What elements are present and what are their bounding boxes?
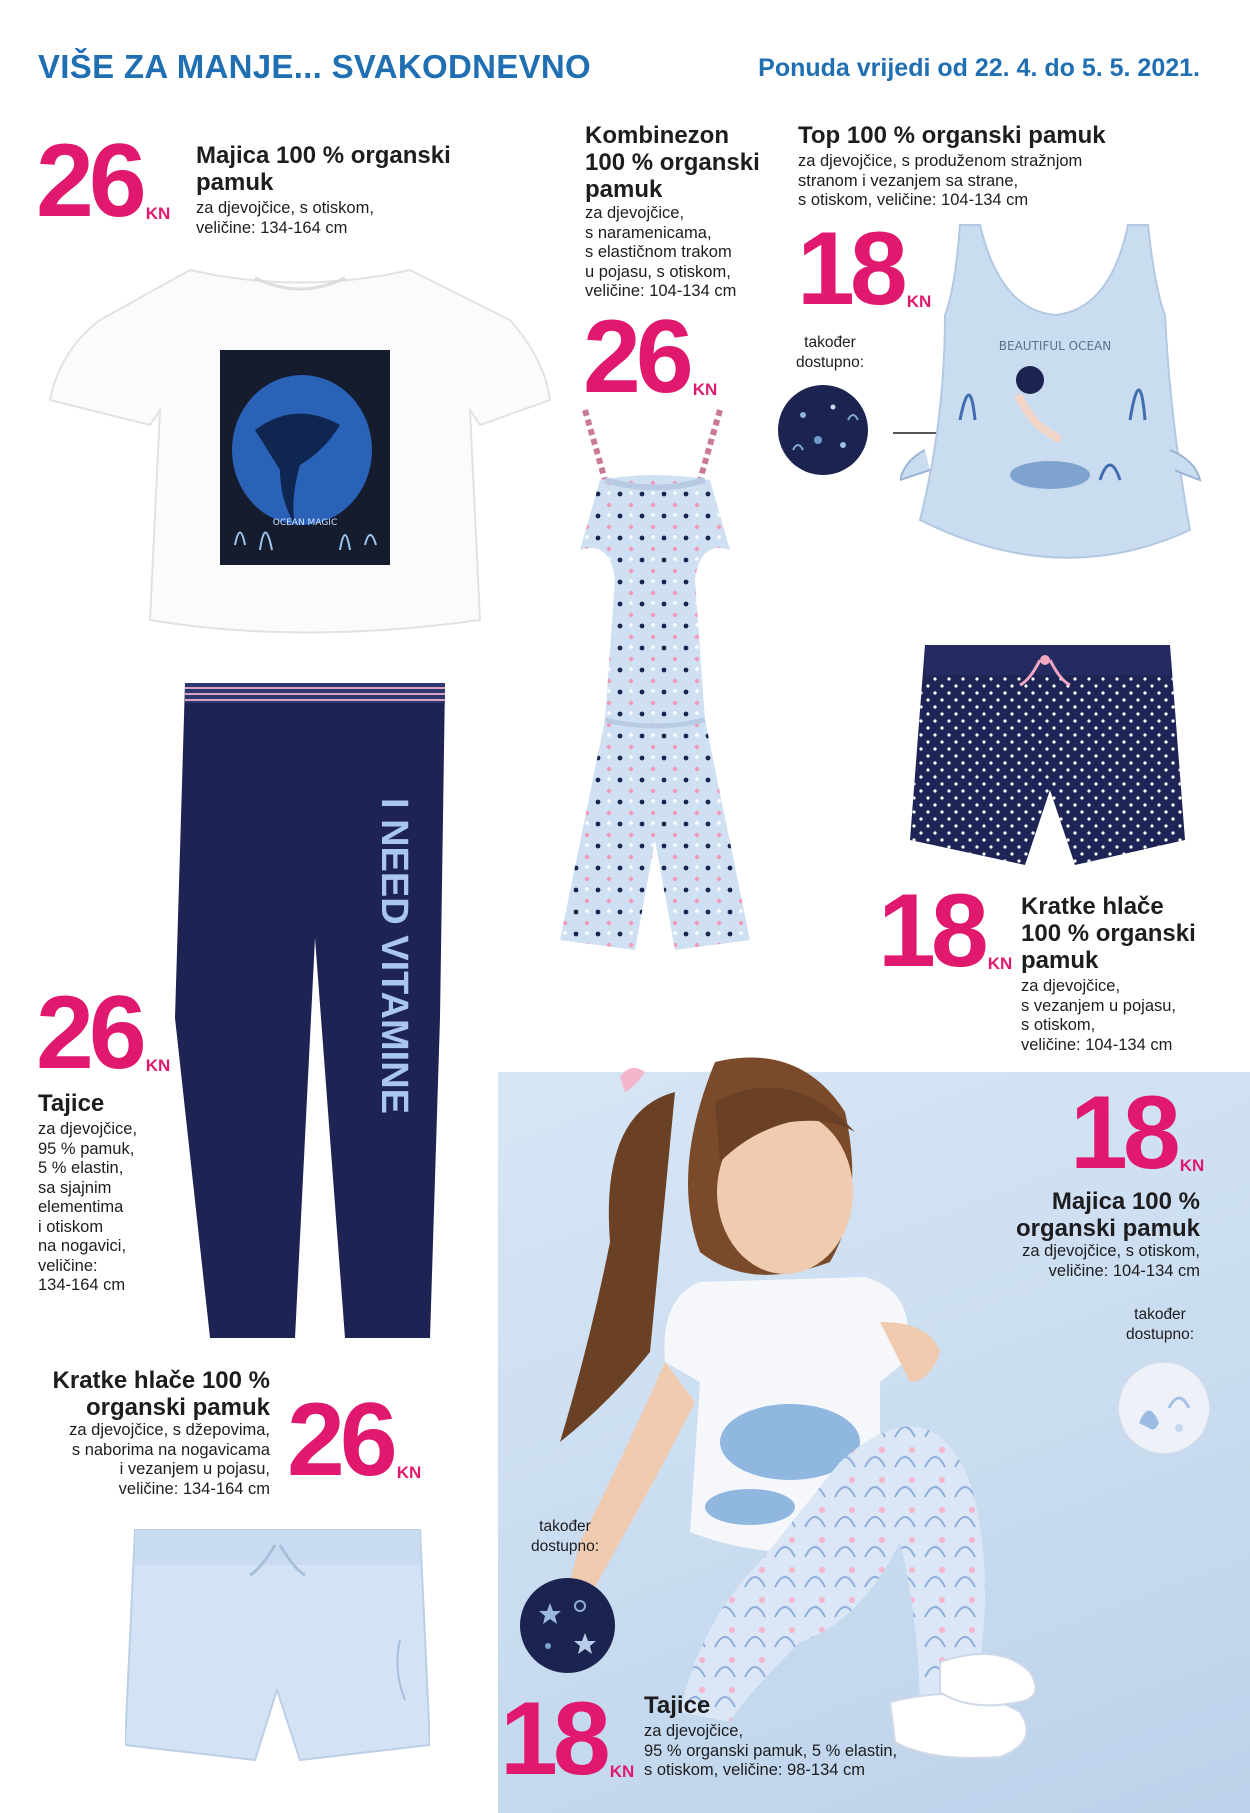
price-majica-top: 26 KN [36,123,171,239]
also-available-majica-photo: također dostupno: [1125,1306,1195,1343]
swatch-navy-print [778,385,868,475]
also-available-tajice-photo: također dostupno: [530,1518,600,1555]
title-majica-top: Majica 100 % organski pamuk [196,142,451,196]
page-header-title: VIŠE ZA MANJE... SVAKODNEVNO [38,48,591,85]
title-kratke-hlace-right: Kratke hlače 100 % organski pamuk [1021,893,1196,974]
desc-kratke-hlace-left: za djevojčice, s džepovima, s naborima na nogavicama i vezanjem u pojasu, veličine: 134-164 cm [69,1421,270,1498]
desc-tajice-left: za djevojčice, 95 % pamuk, 5 % elastin, sa sjajnim elementima i otiskom na nogavici, veličine: 134-164 cm [38,1120,138,1294]
product-image-tank-top [900,220,1210,585]
title-kombinezon: Kombinezon 100 % organski pamuk [585,122,760,203]
tank-print-text: BEAUTIFUL OCEAN [998,339,1112,353]
price-kombinezon: 26 KN [583,299,718,415]
price-kratke-hlace-right: 18 KN [878,873,1013,989]
title-tajice-photo: Tajice [644,1692,711,1719]
desc-tajice-photo: za djevojčice, 95 % organski pamuk, 5 % elastin, s otiskom, veličine: 98-134 cm [644,1722,898,1779]
title-top: Top 100 % organski pamuk [798,122,1106,149]
product-image-navy-leggings [160,678,460,1343]
desc-top: za djevojčice, s produženom stražnjom stranom i vezanjem sa strane, s otiskom, veličine: 104-134 cm [798,152,1083,209]
desc-majica-top: za djevojčice, s otiskom, veličine: 134-164 cm [196,199,374,237]
desc-majica-photo: za djevojčice, s otiskom, veličine: 104-134 cm [1022,1242,1200,1280]
desc-kratke-hlace-right: za djevojčice, s vezanjem u pojasu, s otiskom, veličine: 104-134 cm [1021,977,1177,1054]
title-tajice-left: Tajice [38,1090,105,1117]
product-image-jumpsuit [505,400,805,995]
product-image-white-tshirt [40,250,560,665]
price-kratke-hlace-left: 26 KN [287,1382,422,1498]
title-kratke-hlace-left: Kratke hlače 100 % organski pamuk [52,1367,270,1421]
product-image-navy-shorts [910,640,1185,870]
price-tajice-photo: 18 KN [500,1681,635,1797]
product-image-lightblue-shorts [125,1520,430,1765]
price-tajice-left: 26 KN [36,975,171,1091]
also-available-top: također dostupno: [795,334,865,371]
tshirt-print-text: OCEAN MAGIC [272,518,338,528]
desc-kombinezon: za djevojčice, s naramenicama, s elastičnom trakom u pojasu, s otiskom, veličine: 104-134 cm [585,204,737,300]
swatch-navy-starfish [520,1578,615,1673]
price-top: 18 KN [797,211,932,327]
leggings-print-text: I NEED VITAMINE [373,798,415,1114]
offer-validity: Ponuda vrijedi od 22. 4. do 5. 5. 2021. [758,54,1200,82]
swatch-white-print [1118,1362,1210,1454]
title-majica-photo: Majica 100 % organski pamuk [1015,1188,1200,1242]
price-majica-photo: 18 KN [1070,1075,1205,1191]
